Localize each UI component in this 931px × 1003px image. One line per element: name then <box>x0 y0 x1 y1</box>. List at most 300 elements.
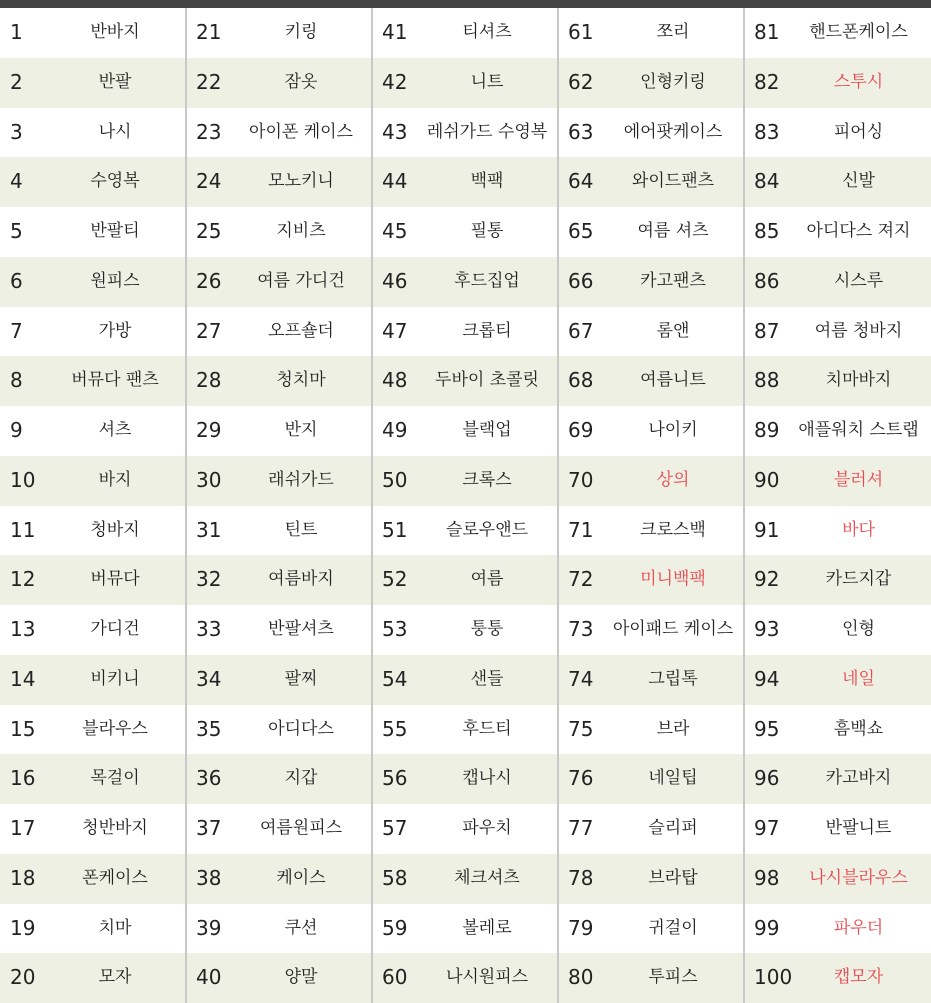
list-item <box>744 157 931 207</box>
list-item <box>0 207 186 257</box>
top-border-bar <box>0 0 931 8</box>
rank-number: 79 <box>568 915 594 940</box>
rank-number: 71 <box>568 517 594 542</box>
rank-number: 41 <box>382 20 408 44</box>
list-item <box>744 655 931 705</box>
search-term: 팔찌 <box>284 668 318 689</box>
list-item <box>186 456 372 506</box>
list-item <box>186 804 372 854</box>
search-term: 목걸이 <box>90 768 140 789</box>
list-item <box>186 506 372 556</box>
rank-number: 22 <box>196 69 222 94</box>
list-item <box>186 854 372 904</box>
search-term: 크로스백 <box>640 519 706 540</box>
search-term: 나시블라우스 <box>809 867 908 888</box>
search-term: 블랙업 <box>462 420 512 440</box>
search-term: 키링 <box>284 22 318 42</box>
search-term: 아이폰 케이스 <box>249 121 353 142</box>
list-item <box>372 705 558 755</box>
list-item <box>744 406 931 456</box>
search-term: 체크셔츠 <box>454 867 520 888</box>
rank-number: 40 <box>196 965 222 990</box>
rank-number: 28 <box>196 368 222 393</box>
rank-column <box>744 8 931 1003</box>
rank-number: 13 <box>10 617 36 641</box>
rank-number: 96 <box>754 766 780 791</box>
rank-number: 83 <box>754 119 780 144</box>
search-term: 모노키니 <box>268 171 334 192</box>
list-item <box>186 953 372 1003</box>
rank-number: 75 <box>568 716 594 741</box>
search-term: 여름 셔츠 <box>637 221 709 241</box>
list-item <box>744 257 931 307</box>
list-item <box>0 605 186 655</box>
list-item <box>558 456 744 506</box>
rank-number: 14 <box>10 666 36 691</box>
list-item <box>744 953 931 1003</box>
list-item <box>744 108 931 158</box>
search-term: 슬로우앤드 <box>445 519 529 540</box>
search-term: 에어팟케이스 <box>623 121 723 142</box>
rank-number: 2 <box>10 69 23 94</box>
list-item <box>558 754 744 804</box>
rank-number: 55 <box>382 716 408 741</box>
search-term: 아이패드 케이스 <box>612 619 734 639</box>
search-term: 여름 청바지 <box>814 320 903 341</box>
rank-number: 37 <box>196 816 222 840</box>
list-item <box>372 8 558 58</box>
search-term: 아디다스 <box>268 718 334 739</box>
search-term: 브라탑 <box>648 867 698 888</box>
list-item <box>558 854 744 904</box>
list-item <box>558 58 744 108</box>
rank-number: 84 <box>754 169 780 194</box>
search-term: 크록스 <box>462 469 512 490</box>
search-term: 청반바지 <box>82 818 148 838</box>
list-item <box>186 58 372 108</box>
list-item <box>558 8 744 58</box>
list-item <box>372 953 558 1003</box>
rank-number: 95 <box>754 716 780 741</box>
list-item <box>744 555 931 605</box>
search-term: 롬앤 <box>656 320 690 341</box>
list-item <box>0 754 186 804</box>
search-term: 슬리퍼 <box>648 818 698 838</box>
search-term: 카고바지 <box>825 768 892 789</box>
search-term: 청치마 <box>276 370 326 391</box>
search-term: 틴트 <box>284 519 318 540</box>
column-divider <box>743 8 745 1003</box>
search-term: 래쉬가드 <box>268 469 334 490</box>
rank-number: 19 <box>10 915 36 940</box>
rank-number: 30 <box>196 467 222 492</box>
list-item <box>372 157 558 207</box>
list-item <box>744 904 931 954</box>
rank-number: 39 <box>196 915 222 940</box>
rank-number: 27 <box>196 318 222 343</box>
list-item <box>744 8 931 58</box>
search-term: 반팔셔츠 <box>268 619 334 639</box>
rank-number: 29 <box>196 418 222 442</box>
list-item <box>0 307 186 357</box>
rank-number: 74 <box>568 666 594 691</box>
search-term: 가방 <box>98 320 132 341</box>
rank-number: 62 <box>568 69 594 94</box>
rank-number: 90 <box>754 467 780 492</box>
search-term: 네일팁 <box>648 768 698 789</box>
list-item <box>186 605 372 655</box>
list-item <box>186 307 372 357</box>
list-item <box>186 904 372 954</box>
list-item <box>558 108 744 158</box>
rank-number: 93 <box>754 617 780 641</box>
rank-number: 60 <box>382 965 408 990</box>
rank-number: 80 <box>568 965 594 990</box>
rank-number: 67 <box>568 318 594 343</box>
search-term: 여름원피스 <box>259 818 343 838</box>
rank-column <box>558 8 744 1003</box>
search-term: 티셔츠 <box>462 22 512 42</box>
rank-number: 63 <box>568 119 594 144</box>
list-item <box>186 555 372 605</box>
rank-number: 82 <box>754 69 780 94</box>
rank-number: 77 <box>568 816 594 840</box>
rank-number: 52 <box>382 567 408 592</box>
list-item <box>558 953 744 1003</box>
list-item <box>558 356 744 406</box>
rank-number: 48 <box>382 368 408 393</box>
search-term: 레쉬가드 수영복 <box>426 121 548 142</box>
list-item <box>372 108 558 158</box>
list-item <box>558 506 744 556</box>
search-term: 크롭티 <box>462 320 512 341</box>
rank-number: 92 <box>754 567 780 592</box>
list-item <box>0 555 186 605</box>
rank-number: 87 <box>754 318 780 343</box>
list-item <box>0 108 186 158</box>
rank-number: 86 <box>754 268 780 293</box>
list-item <box>372 207 558 257</box>
rank-number: 35 <box>196 716 222 741</box>
rank-number: 17 <box>10 816 36 840</box>
list-item <box>186 705 372 755</box>
rank-number: 32 <box>196 567 222 592</box>
list-item <box>558 605 744 655</box>
search-term: 잠옷 <box>284 71 318 92</box>
list-item <box>558 207 744 257</box>
list-item <box>0 705 186 755</box>
list-item <box>0 356 186 406</box>
rank-number: 38 <box>196 865 222 890</box>
list-item <box>744 506 931 556</box>
list-item <box>372 804 558 854</box>
search-term: 반지 <box>284 420 318 440</box>
search-term: 반팔니트 <box>825 818 892 838</box>
search-term: 버뮤다 <box>90 569 140 590</box>
list-item <box>744 804 931 854</box>
list-item <box>372 257 558 307</box>
list-item <box>372 605 558 655</box>
list-item <box>186 157 372 207</box>
rank-number: 72 <box>568 567 594 592</box>
rank-number: 20 <box>10 965 36 990</box>
rank-number: 23 <box>196 119 222 144</box>
list-item <box>372 904 558 954</box>
list-item <box>186 406 372 456</box>
list-item <box>744 854 931 904</box>
rank-number: 68 <box>568 368 594 393</box>
rank-number: 25 <box>196 219 222 243</box>
rank-number: 94 <box>754 666 780 691</box>
search-term: 카드지갑 <box>825 569 892 590</box>
rank-number: 54 <box>382 666 408 691</box>
column-divider <box>557 8 559 1003</box>
rank-number: 1 <box>10 20 23 44</box>
list-item <box>744 456 931 506</box>
search-term: 블러셔 <box>833 469 884 490</box>
list-item <box>558 655 744 705</box>
rank-number: 42 <box>382 69 408 94</box>
list-item <box>186 257 372 307</box>
rank-number: 69 <box>568 418 594 442</box>
rank-number: 46 <box>382 268 408 293</box>
rank-number: 51 <box>382 517 408 542</box>
list-item <box>0 157 186 207</box>
search-term: 쪼리 <box>656 22 690 42</box>
list-item <box>558 307 744 357</box>
list-item <box>0 804 186 854</box>
search-term: 바다 <box>842 519 875 540</box>
list-item <box>372 406 558 456</box>
rank-number: 98 <box>754 865 780 890</box>
search-term: 캡모자 <box>833 967 884 988</box>
rank-number: 6 <box>10 268 23 293</box>
list-item <box>186 655 372 705</box>
search-term: 가디건 <box>90 619 140 639</box>
search-term: 후드집업 <box>454 270 520 291</box>
rank-number: 81 <box>754 20 780 44</box>
rank-number: 56 <box>382 766 408 791</box>
rank-number: 24 <box>196 169 222 194</box>
list-item <box>372 655 558 705</box>
rank-number: 49 <box>382 418 408 442</box>
search-term: 인형키링 <box>640 71 706 92</box>
search-term: 오프숄더 <box>268 320 334 341</box>
list-item <box>372 854 558 904</box>
column-divider <box>185 8 187 1003</box>
search-term: 블라우스 <box>82 718 148 739</box>
rank-number: 59 <box>382 915 408 940</box>
search-term: 바지 <box>98 469 132 490</box>
search-term: 반바지 <box>90 22 140 42</box>
rank-number: 91 <box>754 517 780 542</box>
search-term: 네일 <box>842 668 875 689</box>
search-term: 셔츠 <box>98 420 132 440</box>
list-item <box>186 8 372 58</box>
search-term: 귀걸이 <box>648 917 698 938</box>
rank-number: 45 <box>382 219 408 243</box>
search-term: 투피스 <box>648 967 698 988</box>
search-term: 반팔 <box>98 71 132 92</box>
search-term: 여름바지 <box>268 569 334 590</box>
search-term: 치마 <box>98 917 132 938</box>
rank-number: 8 <box>10 368 23 393</box>
list-item <box>186 108 372 158</box>
search-term: 비키니 <box>90 668 140 689</box>
search-term: 나시 <box>98 121 132 142</box>
rank-number: 53 <box>382 617 408 641</box>
search-term: 케이스 <box>276 867 326 888</box>
rank-number: 78 <box>568 865 594 890</box>
ranking-table <box>0 8 931 1003</box>
search-term: 흠백쇼 <box>833 718 884 739</box>
search-term: 상의 <box>656 469 690 490</box>
list-item <box>186 356 372 406</box>
column-divider <box>371 8 373 1003</box>
list-item <box>0 904 186 954</box>
search-term: 시스루 <box>833 270 884 291</box>
rank-number: 5 <box>10 219 23 243</box>
search-term: 신발 <box>842 171 875 192</box>
search-term: 볼레로 <box>462 917 512 938</box>
list-item <box>372 555 558 605</box>
list-item <box>558 406 744 456</box>
list-item <box>744 605 931 655</box>
rank-number: 85 <box>754 219 780 243</box>
rank-number: 47 <box>382 318 408 343</box>
list-item <box>0 8 186 58</box>
list-item <box>0 854 186 904</box>
list-item <box>744 705 931 755</box>
search-term: 수영복 <box>90 171 140 192</box>
search-term: 폰케이스 <box>82 867 148 888</box>
rank-number: 50 <box>382 467 408 492</box>
rank-number: 99 <box>754 915 780 940</box>
search-term: 니트 <box>470 71 504 92</box>
search-term: 그립톡 <box>648 668 698 689</box>
rank-number: 43 <box>382 119 408 144</box>
rank-number: 33 <box>196 617 222 641</box>
rank-number: 100 <box>754 965 793 990</box>
search-term: 쿠션 <box>284 917 318 938</box>
rank-number: 64 <box>568 169 594 194</box>
search-term: 두바이 초콜릿 <box>435 370 539 391</box>
search-term: 나시원피스 <box>445 967 529 988</box>
search-term: 지갑 <box>284 768 318 789</box>
rank-column <box>372 8 558 1003</box>
rank-number: 57 <box>382 816 408 840</box>
search-term: 샌들 <box>470 668 504 689</box>
rank-number: 66 <box>568 268 594 293</box>
rank-number: 61 <box>568 20 594 44</box>
rank-number: 89 <box>754 418 780 442</box>
rank-number: 7 <box>10 318 23 343</box>
rank-column <box>0 8 186 1003</box>
rank-number: 21 <box>196 20 222 44</box>
search-term: 후드티 <box>462 718 512 739</box>
rank-number: 97 <box>754 816 780 840</box>
search-term: 양말 <box>284 967 318 988</box>
list-item <box>372 356 558 406</box>
list-item <box>372 307 558 357</box>
list-item <box>744 58 931 108</box>
search-term: 버뮤다 팬츠 <box>71 370 159 391</box>
rank-number: 58 <box>382 865 408 890</box>
rank-number: 88 <box>754 368 780 393</box>
rank-number: 15 <box>10 716 36 741</box>
list-item <box>372 506 558 556</box>
search-term: 백팩 <box>470 171 504 192</box>
list-item <box>558 904 744 954</box>
search-term: 카고팬츠 <box>640 270 706 291</box>
search-term: 필통 <box>470 221 504 241</box>
rank-number: 76 <box>568 766 594 791</box>
list-item <box>186 207 372 257</box>
search-term: 인형 <box>842 619 875 639</box>
list-item <box>558 157 744 207</box>
list-item <box>0 406 186 456</box>
rank-number: 36 <box>196 766 222 791</box>
search-term: 와이드팬츠 <box>631 171 715 192</box>
list-item <box>372 456 558 506</box>
rank-number: 11 <box>10 517 36 542</box>
search-term: 나이키 <box>648 420 698 440</box>
search-term: 원피스 <box>90 270 140 291</box>
rank-column <box>186 8 372 1003</box>
list-item <box>0 506 186 556</box>
search-term: 파우더 <box>833 917 884 938</box>
search-term: 아디다스 져지 <box>806 221 911 241</box>
list-item <box>0 655 186 705</box>
list-item <box>0 953 186 1003</box>
list-item <box>186 754 372 804</box>
list-item <box>558 705 744 755</box>
rank-number: 44 <box>382 169 408 194</box>
rank-number: 34 <box>196 666 222 691</box>
search-term: 여름 가디건 <box>257 270 345 291</box>
rank-number: 65 <box>568 219 594 243</box>
list-item <box>558 804 744 854</box>
list-item <box>744 207 931 257</box>
search-term: 여름 <box>470 569 504 590</box>
search-term: 지비츠 <box>276 221 326 241</box>
search-term: 반팔티 <box>90 221 140 241</box>
list-item <box>0 456 186 506</box>
search-term: 애플워치 스트랩 <box>798 420 919 440</box>
rank-number: 12 <box>10 567 36 592</box>
list-item <box>558 555 744 605</box>
list-item <box>0 257 186 307</box>
search-term: 브라 <box>656 718 690 739</box>
search-term: 미니백팩 <box>640 569 706 590</box>
search-term: 피어싱 <box>833 121 884 142</box>
search-term: 캡나시 <box>462 768 512 789</box>
rank-number: 31 <box>196 517 222 542</box>
list-item <box>744 754 931 804</box>
rank-number: 10 <box>10 467 36 492</box>
rank-number: 3 <box>10 119 23 144</box>
list-item <box>744 356 931 406</box>
search-term: 핸드폰케이스 <box>809 22 908 42</box>
rank-number: 9 <box>10 418 23 442</box>
rank-number: 70 <box>568 467 594 492</box>
rank-number: 4 <box>10 169 23 194</box>
search-term: 모자 <box>98 967 132 988</box>
list-item <box>744 307 931 357</box>
search-term: 청바지 <box>90 519 140 540</box>
search-term: 여름니트 <box>640 370 706 391</box>
list-item <box>0 58 186 108</box>
